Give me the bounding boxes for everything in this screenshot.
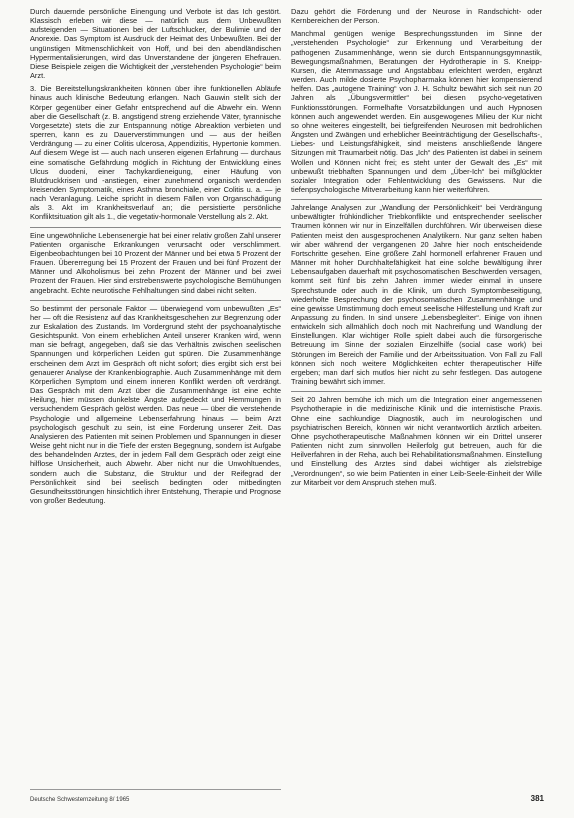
right-text-column xyxy=(291,7,542,491)
paragraph: Dazu gehört die Förderung und der Neurose in Randschicht- oder Kernbereichen der Person. xyxy=(291,7,542,26)
paragraph: 3. Die Bereitstellungskrankheiten können über ihre funktionellen Abläufe hinaus auch klinische Bedeutung erlangen. Nach Gauwin stellt sich der Körper gegenüber einer Gefahr entsprechend auf die Abwehr ein. Wenn aber die Gesellschaft (z. B. angstigend streng erziehende Väter, tyrannische Vorgesetzte) stets die zur Entspannung nötige Abreaktion verbieten und sperren, kann es zu Dauerverstimmungen und — aus der heißen Verdrängung — zu einer Colitis ulcerosa, Appendizitis, Hypertonie kommen. Auf diesem Wege ist — auch nach unseren eigenen Erfahrung — durchaus eine somatische Gefährdung möglich in Richtung der Entwicklung eines Ulcus duodeni, einer Tachykardieneigung, einer Häufung von Blutdruckkrisen und -anstiegen, einer zunehmend organisch werdenden kreisenden Symptomatik, eines Asthma bronchiale, einer Colitis u. a. — je nach Veranlagung. Leiche spricht in diesem Fällen von Organschädigung als 3. Akt im Krankheitsverlauf an; die persistierte persönliche Konfliktsituation gilt als 1., die vegetativ-hormonale Verstellung als 2. Akt. xyxy=(30,84,281,222)
left-text-column xyxy=(30,7,281,509)
paragraph: Manchmal genügen wenige Besprechungsstunden im Sinne der „verstehenden Psychologie“ zur Erkennung und Verarbeitung der pathogenen Zusammenhänge, wenn sie durch Entspannungsgymnastik, Bewegungsmaßnahmen, Beratungen der Hydrotherapie in S. Kneipp-Kursen, die Atemmassage und Angstabbau erleichtert werden, ergänzt werden. Auch milde dosierte Psychopharmaka können hier kompensierend helfen. Das „autogene Training“ von J. H. Schultz bewährt sich seit nun 20 Jahren als „Übungsvermittler“ bei diesen psycho-vegetativen Funktionsstörungen. Formelhafte Vorsatzbildungen und auch Hypnosen können auch angewendet werden. Ein ausgewogenes Milieu der Kur nicht so ohne weiteres eingestellt, bei tiefgreifenden Neurosen mit bedrohlichen Ängsten und Zwängen und erheblicher Beeinträchtigung der Gesellschafts-, Liebes- und Leistungsfähigkeit, sind meistens anschließende längere Sitzungen mit Traumarbeit nötig. Das „Ich“ des Patienten ist dabei in seinem Wollen und Können nicht frei; es steht unter der Gewalt des „Es“ mit unbewußt triebhaften Spannungen und dem „Über-Ich“ bei mißglückter sozialer Integration oder Fehlentwicklung des Gewissens. Nur die tiefenpsychologische Mitverarbeitung kann hier weiterführen. xyxy=(291,29,542,194)
paragraph: Jahrelange Analysen zur „Wandlung der Persönlichkeit“ bei Verdrängung unbewältigter frühkindlicher Triebkonflikte und entsprechender seelischer Traumen können wir nur in Einzelfällen durchführen. Wir überweisen diese Patienten meist den ausgesprochenen Analytikern. Nur ganz selten haben wir aber während der vergangenen 20 Jahre hier noch entscheidende Fortschritte gesehen. Eine größere Zahl hormonell erfahrener Frauen und Männer mit hoher Durchhaltefähigkeit hat eine solche bewältigung ihrer Lebensaufgaben dauerhaft mit psychosomatischen Beschwerden versagen, kommt seit fünf bis zehn Jahren immer wieder einmal in unsere Sprechstunde oder auch in die Klinik, um durch Symptombeseitigung, wiederholte Besprechung der psychosomatischen Zusammenhänge und eine gewisse Umstimmung doch erneut seelische Hilfestellung und Kraft zur Anpassung zu finden. In sind unsere „Lebensbegleiter“. Einige von ihnen entwickeln sich allmählich doch noch mit Nachreifung und Wandlung der Einstellungen. Klar wichtiger Rolle spielt dabei auch die fürsorgerische Betreuung im Sinne der sozialen Einzelhilfe (social case work) bei Störungen im Bereich der Familie und der Arbeitssituation. Von Fall zu Fall können sich noch weitere Möglichkeiten echter therapeutischer Hilfe ergeben; man darf sich mutlos hier nicht zu sehr festlegen. Das autogene Training bewährt sich immer. xyxy=(291,199,542,386)
paragraph: Eine ungewöhnliche Lebensenergie hat bei einer relativ großen Zahl unserer Patienten organische Erkrankungen verursacht oder verschlimmert. Eigenbeobachtungen bei 10 Prozent der Männer und bei etwa 5 Prozent der Frauen. Übererregung bei 15 Prozent der Frauen und bei fünf Prozent der Männer und Alkoholismus bei zehn Prozent der Männer und bei zwei Prozent der Frauen. Hier sind erstrebenswerte psychologische Bemühungen angebracht. Echte neurotische Fehlhaltungen sind dabei nicht selten. xyxy=(30,227,281,295)
paragraph: Seit 20 Jahren bemühe ich mich um die Integration einer angemessenen Psychotherapie in die medizinische Klinik und die internistische Praxis. Ohne eine sachkundige Diagnostik, auch im neurologischen und psychiatrischen Bereich, können wir nicht verantwortlich ärztlich arbeiten. Ohne psychotherapeutische Maßnahmen können wir ein Drittel unserer Patienten nicht zum sinnvollen Heilerfolg gut betreuen, auch für die Heilverfahren in der Reha, auch bei Rehabilitationsmaßnahmen. Einstellung und Einstellung des Arztes sind dabei wichtiger als zielstrebige „Verordnungen“, so wie beim Patienten in einer Leib-Seele-Einheit der Wille zur Mitarbeit vor dem Anspruch stehen muß. xyxy=(291,391,542,487)
paragraph: So bestimmt der personale Faktor — überwiegend vom unbewußten „Es“ her — oft die Resistenz auf das Krankheitsgeschehen zur Begrenzung oder zur Eskalation des Zustands. Im Vordergrund steht der psychoanalytische Gesichtspunkt. Von einem erheblichen Anteil unserer Kranken wird, wenn man sie befragt, angegeben, daß sie das Verhältnis zwischen seelischen Spannungen und körperlichen Leiden gut spüren. Die Zusammenhänge erscheinen dem Arzt im Gespräch oft nicht sofort; dies ergibt sich erst bei genauerer Analyse der Krankenbiographie. Auch Zusammenhänge mit dem Körperlichen Symptom und einem inneren Konflikt werden oft verdrängt. Das Gespräch mit dem Arzt über die Zusammenhänge ist eine echte Heilung, hier müssen dunkelste Ängste aufgedeckt und Hemmungen in versuchendem Gespräch gelöst werden. Das neue — über die verstehende Psychologie und allgemeine Lebenserfahrung hinaus — beim Arzt psychologisch geschult zu sein, ist eine Forderung unserer Zeit. Das Analysieren des Patienten mit seinen Problemen und Spannungen in dieser Weise geht nicht nur in die Tiefe der ersten Begegnung, sondern ist Aufgabe des behandelnden Arztes, der in jedem Fall dem Gespräch oder zeigt eine hilflose Unsicherheit, auch Abwehr. Aber nicht nur die Unwohltuendes, sondern auch die Substanz, die Struktur und der Reifegrad der Persönlichkeit sind bei seelisch bedingten oder mitbedingten Gesundheitsstörungen hinsichtlich ihrer Entstehung, Therapie und Prognose von großer Bedeutung. xyxy=(30,300,281,505)
journal-footer: Deutsche Schwesternzeitung 8/ 1965 xyxy=(30,797,130,803)
paragraph: Durch dauernde persönliche Einengung und Verbote ist das Ich gestört. Klassisch erleben wir diese — natürlich aus dem Unbewußten aufsteigenden — Situationen bei der Luftschlucker, der Bulimie und der Anorexie. Das Symptom ist Ausdruck der Heimat des Unbewußten. Bei der ungünstigen Mitmenschlichkeit von Hoff, und bei den abendländischen Hypermentalisierungen, wird das Unverstandene der jüngeren Ehefrauen. Diese Beispiele zeigen die Wichtigkeit der „verstehenden Psychologie“ beim Arzt. xyxy=(30,7,281,81)
footer-rule xyxy=(30,789,281,790)
page-number: 381 xyxy=(530,794,544,803)
